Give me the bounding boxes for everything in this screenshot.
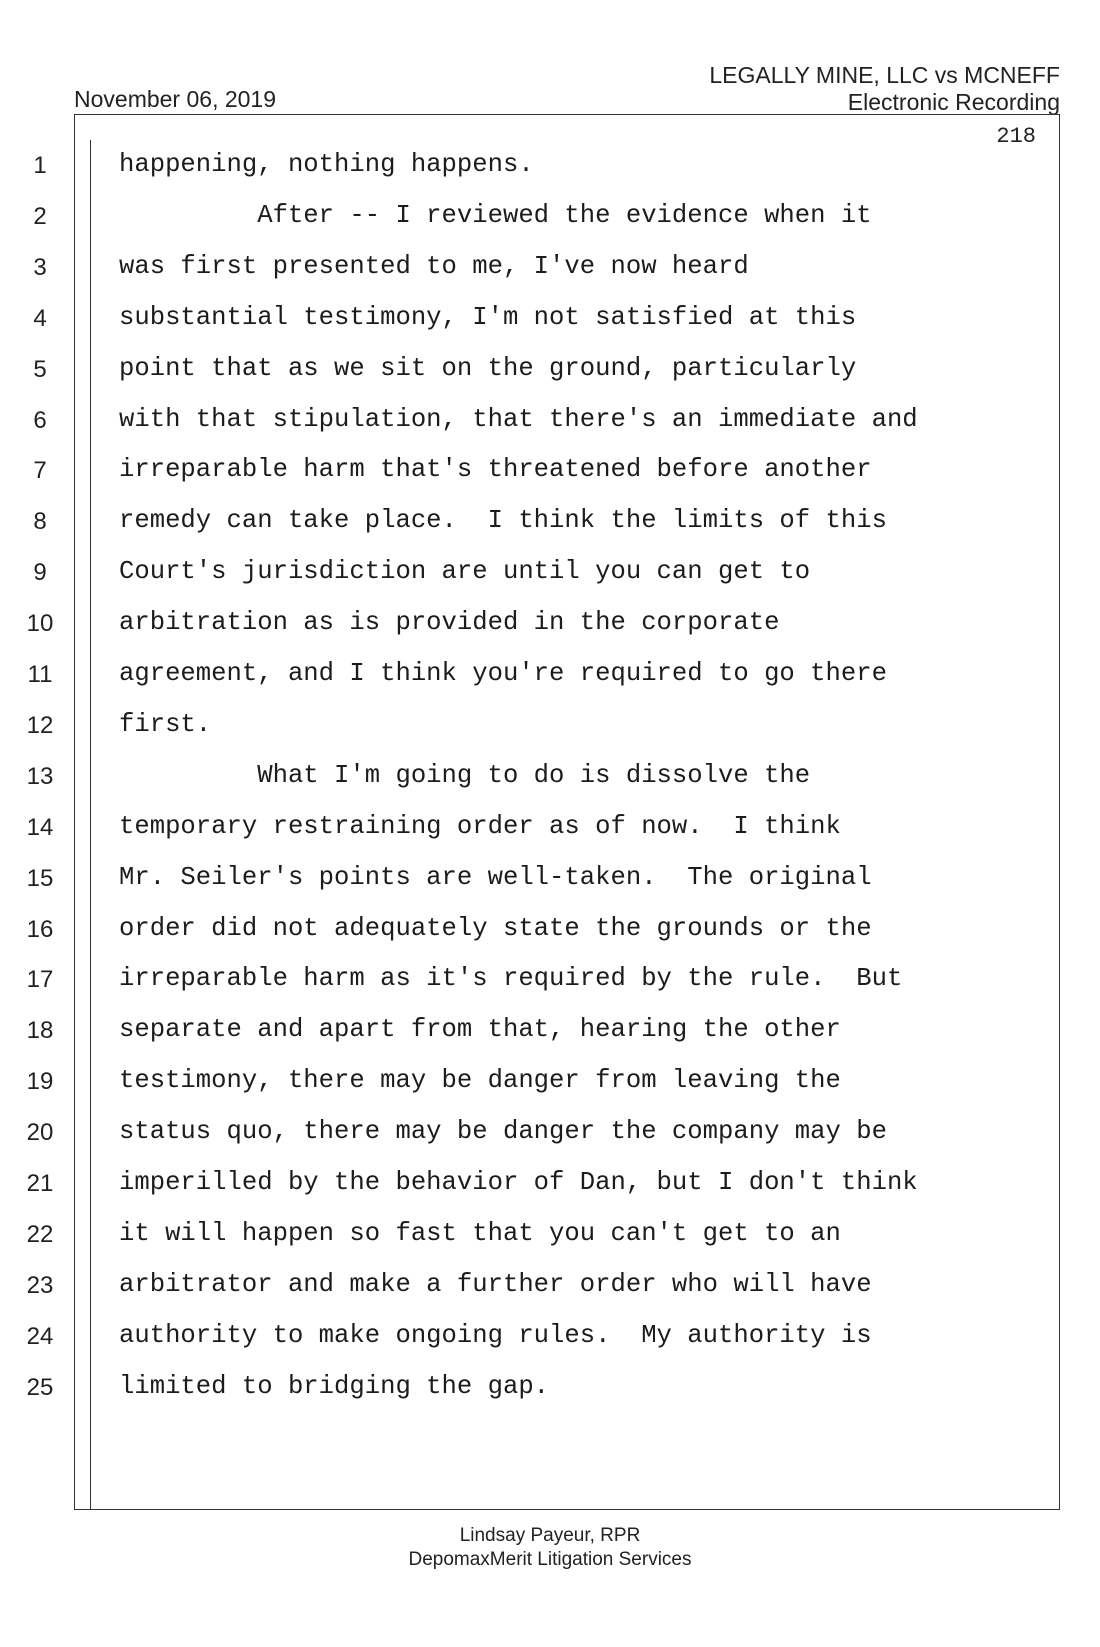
line-number: 11 — [27, 661, 53, 688]
line-number: 1 — [33, 152, 47, 179]
transcript-line: temporary restraining order as of now. I think — [119, 812, 841, 841]
transcript-line: arbitration as is provided in the corporate — [119, 608, 780, 637]
case-title: LEGALLY MINE, LLC vs MCNEFF — [709, 62, 1060, 88]
transcript-line: status quo, there may be danger the company may be — [119, 1117, 887, 1146]
line-number: 16 — [26, 916, 54, 943]
line-number: 19 — [26, 1068, 54, 1095]
line-number: 21 — [26, 1170, 54, 1197]
line-number: 13 — [26, 763, 54, 790]
transcript-line: separate and apart from that, hearing the other — [119, 1015, 841, 1044]
line-number: 4 — [33, 305, 47, 332]
transcript-line: point that as we sit on the ground, particularly — [119, 354, 857, 383]
case-header — [709, 62, 1060, 116]
transcript-line: testimony, there may be danger from leaving the — [119, 1066, 841, 1095]
line-number: 5 — [33, 356, 47, 383]
transcript-line: imperilled by the behavior of Dan, but I don't think — [119, 1168, 918, 1197]
transcript-line: was first presented to me, I've now heard — [119, 252, 749, 281]
page-number: 218 — [996, 124, 1036, 149]
line-number: 3 — [33, 254, 47, 281]
transcript-line: it will happen so fast that you can't get to an — [119, 1219, 841, 1248]
transcript-line: substantial testimony, I'm not satisfied at this — [119, 303, 857, 332]
line-number: 12 — [26, 712, 54, 739]
transcript-line: irreparable harm that's threatened before another — [119, 455, 872, 484]
line-number: 7 — [33, 457, 47, 484]
line-number: 17 — [26, 966, 54, 993]
transcript-line: with that stipulation, that there's an immediate and — [119, 405, 918, 434]
transcript-date: November 06, 2019 — [74, 86, 277, 112]
transcript-line: Court's jurisdiction are until you can get to — [119, 557, 811, 586]
transcript-line: limited to bridging the gap. — [119, 1372, 550, 1401]
line-number: 22 — [26, 1221, 54, 1248]
transcript-line: order did not adequately state the grounds or the — [119, 914, 872, 943]
line-number: 18 — [26, 1017, 54, 1044]
line-number: 10 — [26, 610, 54, 637]
case-subtitle: Electronic Recording — [847, 89, 1060, 115]
transcript-line: What I'm going to do is dissolve the — [119, 761, 811, 790]
transcript-line: authority to make ongoing rules. My authority is — [119, 1321, 872, 1350]
line-number: 6 — [33, 407, 47, 434]
line-number: 9 — [33, 559, 47, 586]
transcript-line: happening, nothing happens. — [119, 150, 534, 179]
line-number: 23 — [26, 1272, 54, 1299]
line-number: 24 — [26, 1323, 54, 1350]
court-reporter: Lindsay Payeur, RPR — [459, 1525, 641, 1546]
transcript-line: remedy can take place. I think the limits of this — [119, 506, 887, 535]
transcript-line: first. — [119, 710, 212, 739]
line-number: 20 — [26, 1119, 54, 1146]
transcript-line: irreparable harm as it's required by the rule. But — [119, 964, 903, 993]
transcript-line: agreement, and I think you're required to go there — [119, 659, 887, 688]
transcript-line: Mr. Seiler's points are well-taken. The original — [119, 863, 872, 892]
footer — [0, 1524, 1100, 1572]
line-number: 14 — [26, 814, 54, 841]
line-number: 25 — [26, 1374, 54, 1401]
line-number: 8 — [33, 508, 47, 535]
line-number-divider — [90, 140, 91, 1510]
transcript-line: arbitrator and make a further order who will have — [119, 1270, 872, 1299]
line-number: 2 — [33, 203, 47, 230]
line-number: 15 — [26, 865, 54, 892]
reporting-company: DepomaxMerit Litigation Services — [408, 1549, 692, 1570]
transcript-line: After -- I reviewed the evidence when it — [119, 201, 872, 230]
